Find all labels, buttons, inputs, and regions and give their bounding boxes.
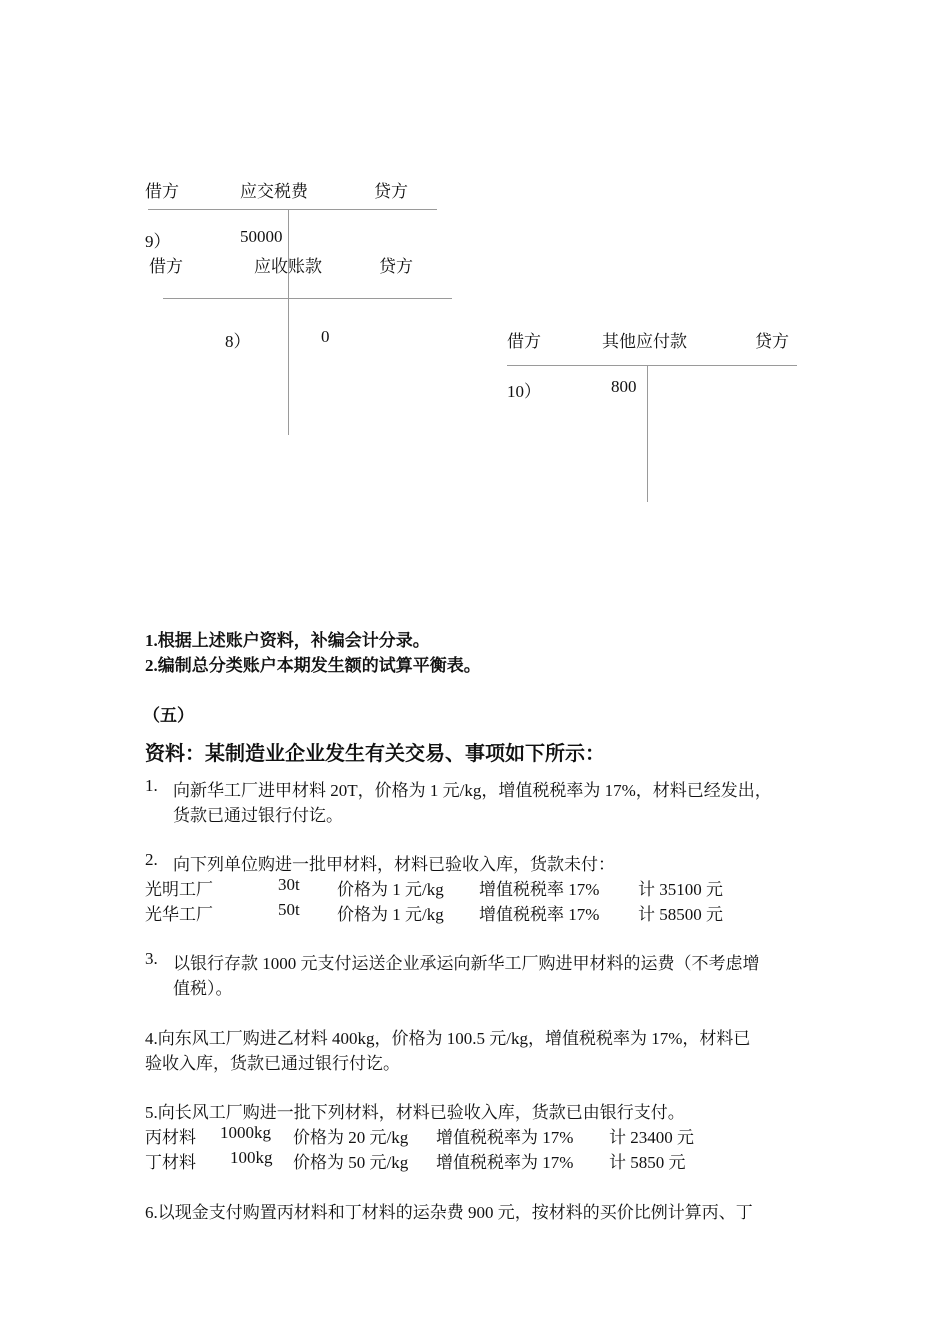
t-account-horizontal-line [163, 298, 452, 299]
entry-amount: 0 [321, 327, 330, 346]
t-account-horizontal-line [148, 209, 437, 210]
item-text-continued: 验收入库，货款已通过银行付讫。 [145, 1054, 400, 1073]
entry-number: 9） [145, 232, 171, 251]
requirement-1: 1.根据上述账户资料，补编会计分录。 [145, 631, 430, 650]
material-heading: 资料：某制造业企业发生有关交易、事项如下所示： [145, 743, 605, 765]
price: 价格为 20 元/kg [293, 1128, 409, 1147]
tax-rate: 增值税税率 17% [479, 905, 600, 924]
item-number: 2. [145, 850, 158, 869]
total: 计 35100 元 [638, 880, 723, 899]
item-text: 4.向东风工厂购进乙材料 400kg，价格为 100.5 元/kg，增值税税率为 17%，材料已 [145, 1029, 751, 1048]
price: 价格为 1 元/kg [337, 880, 444, 899]
quantity: 30t [278, 875, 300, 894]
section-heading: （五） [143, 706, 194, 725]
price: 价格为 1 元/kg [337, 905, 444, 924]
item-text: 向新华工厂进甲材料 20T，价格为 1 元/kg，增值税税率为 17%，材料已经发出， [173, 781, 772, 800]
t-account-vertical-line [288, 209, 289, 435]
material-name: 丁材料 [145, 1153, 196, 1172]
credit-label: 贷方 [755, 332, 789, 351]
debit-label: 借方 [507, 332, 541, 351]
quantity: 1000kg [220, 1123, 271, 1142]
item-text: 5.向长风工厂购进一批下列材料，材料已验收入库，货款已由银行支付。 [145, 1103, 685, 1122]
total: 计 23400 元 [609, 1128, 694, 1147]
material-name: 丙材料 [145, 1128, 196, 1147]
item-number: 3. [145, 949, 158, 968]
debit-label: 借方 [149, 257, 183, 276]
account-title: 应交税费 [240, 182, 308, 201]
supplier-name: 光华工厂 [145, 905, 213, 924]
entry-amount: 800 [611, 377, 637, 396]
price: 价格为 50 元/kg [293, 1153, 409, 1172]
item-text: 6.以现金支付购置丙材料和丁材料的运杂费 900 元，按材料的买价比例计算丙、丁 [145, 1203, 753, 1222]
entry-number: 8） [225, 332, 251, 351]
entry-number: 10） [507, 382, 541, 401]
supplier-name: 光明工厂 [145, 880, 213, 899]
requirement-2: 2.编制总分类账户本期发生额的试算平衡表。 [145, 656, 481, 675]
tax-rate: 增值税税率 17% [479, 880, 600, 899]
account-title: 应收账款 [254, 257, 322, 276]
debit-label: 借方 [145, 182, 179, 201]
credit-label: 贷方 [374, 182, 408, 201]
item-number: 1. [145, 776, 158, 795]
tax-rate: 增值税税率为 17% [436, 1153, 574, 1172]
quantity: 100kg [230, 1148, 273, 1167]
item-text: 向下列单位购进一批甲材料，材料已验收入库，货款未付： [173, 855, 615, 874]
total: 计 58500 元 [638, 905, 723, 924]
t-account-horizontal-line [507, 365, 797, 366]
item-text-continued: 值税）。 [173, 979, 233, 998]
total: 计 5850 元 [609, 1153, 686, 1172]
credit-label: 贷方 [379, 257, 413, 276]
t-account-vertical-line [647, 365, 648, 502]
item-text-continued: 货款已通过银行付讫。 [173, 806, 343, 825]
tax-rate: 增值税税率为 17% [436, 1128, 574, 1147]
quantity: 50t [278, 900, 300, 919]
item-text: 以银行存款 1000 元支付运送企业承运向新华工厂购进甲材料的运费（不考虑增 [173, 954, 760, 973]
account-title: 其他应付款 [602, 332, 687, 351]
entry-amount: 50000 [240, 227, 283, 246]
